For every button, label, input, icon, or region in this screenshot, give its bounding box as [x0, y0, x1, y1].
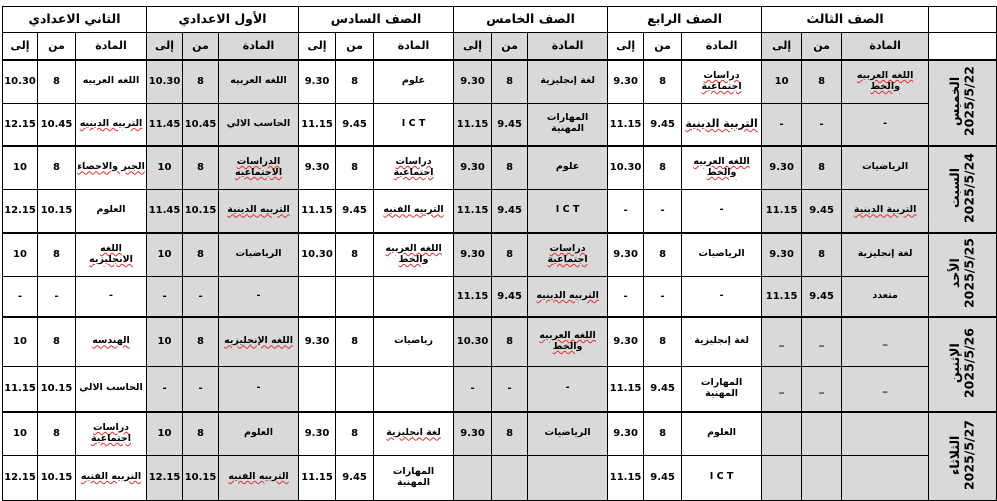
subject-cell: الرياضيات [528, 412, 608, 455]
start-time-cell: 8 [183, 317, 219, 366]
end-time-cell: 12.15 [3, 189, 38, 233]
end-time-cell: - [608, 189, 644, 233]
corner-cell [929, 7, 997, 33]
start-time-cell: 8 [336, 233, 374, 276]
day-date: 2025/5/24 [961, 152, 977, 223]
subject-cell [528, 455, 608, 500]
schedule-row [3, 412, 997, 455]
subject-cell: التربيه الفنيه [374, 189, 454, 233]
end-time-cell: 9.30 [454, 146, 492, 189]
schedule-row [3, 233, 997, 276]
start-time-cell: 8 [644, 317, 682, 366]
end-time-cell: 9.30 [762, 233, 802, 276]
start-time-cell: 9.45 [492, 276, 528, 317]
end-time-cell: 11.15 [299, 103, 336, 146]
from-column-header: من [644, 33, 682, 61]
end-time-cell: 9.30 [608, 233, 644, 276]
subject-cell: التربيه الدينية [219, 189, 299, 233]
grade-header: الصف الرابع [608, 7, 762, 33]
end-time-cell [299, 276, 336, 317]
start-time-cell: 8 [644, 233, 682, 276]
end-time-cell: 11.15 [762, 189, 802, 233]
end-time-cell: 9.30 [608, 412, 644, 455]
start-time-cell [336, 276, 374, 317]
subject-cell: اللغه العربيه والخط [682, 146, 762, 189]
end-time-cell: 11.15 [299, 455, 336, 500]
end-time-cell [762, 455, 802, 500]
day-date-label [948, 328, 977, 398]
end-time-cell: - [3, 276, 38, 317]
end-time-cell: 10.30 [608, 146, 644, 189]
schedule-row [3, 146, 997, 189]
start-time-cell: _ [802, 317, 842, 366]
subject-cell: لغة انجليزية [374, 412, 454, 455]
schedule-row [3, 455, 997, 500]
subject-column-header: المادة [76, 33, 147, 61]
start-time-cell: 8 [183, 146, 219, 189]
subject-cell: المهارات المهنية [682, 366, 762, 412]
day-date-label [948, 238, 977, 308]
end-time-cell: 10.30 [299, 233, 336, 276]
start-time-cell: 8 [38, 233, 76, 276]
start-time-cell [492, 455, 528, 500]
start-time-cell: 8 [644, 412, 682, 455]
corner-cell [929, 33, 997, 61]
end-time-cell: 10 [147, 412, 183, 455]
schedule-row [3, 366, 997, 412]
subject-cell: - [682, 276, 762, 317]
subject-cell: - [842, 103, 929, 146]
day-date-cell [929, 317, 997, 412]
start-time-cell: 8 [183, 233, 219, 276]
subject-cell: العلوم [219, 412, 299, 455]
to-column-header: إلى [299, 33, 336, 61]
end-time-cell: 11.15 [608, 455, 644, 500]
day-name: السبت [947, 167, 963, 208]
subject-cell: الرياضيات [682, 233, 762, 276]
start-time-cell: 8 [492, 60, 528, 103]
start-time-cell: - [183, 276, 219, 317]
subject-cell: الهندسه [76, 317, 147, 366]
start-time-cell [336, 366, 374, 412]
subject-cell: الدراسات الاجتماعيه [219, 146, 299, 189]
subject-column-header: المادة [219, 33, 299, 61]
end-time-cell: 9.30 [299, 317, 336, 366]
subject-cell: التربية الدينية [682, 103, 762, 146]
start-time-cell: 8 [38, 317, 76, 366]
start-time-cell: 10.15 [38, 366, 76, 412]
to-column-header: إلى [147, 33, 183, 61]
start-time-cell: - [492, 366, 528, 412]
start-time-cell: 8 [644, 60, 682, 103]
end-time-cell: 11.15 [762, 276, 802, 317]
schedule-row [3, 317, 997, 366]
day-date-cell [929, 60, 997, 146]
end-time-cell: - [762, 103, 802, 146]
subject-cell: اللغه العربيه والخط [374, 233, 454, 276]
end-time-cell: 10 [3, 233, 38, 276]
subject-cell: المهارات المهنية [528, 103, 608, 146]
day-name: الإثنين [947, 342, 963, 383]
exam-schedule [2, 6, 997, 501]
start-time-cell: 8 [183, 412, 219, 455]
start-time-cell: - [644, 276, 682, 317]
from-column-header: من [38, 33, 76, 61]
subject-column-header: المادة [374, 33, 454, 61]
end-time-cell [299, 366, 336, 412]
end-time-cell: 10 [147, 317, 183, 366]
start-time-cell: 9.45 [336, 455, 374, 500]
start-time-cell: 10.45 [38, 103, 76, 146]
subject-cell: اللغه العربيه والخط [842, 60, 929, 103]
end-time-cell: 12.15 [3, 455, 38, 500]
subject-cell: العلوم [682, 412, 762, 455]
day-date-cell [929, 233, 997, 317]
start-time-cell: 9.45 [336, 189, 374, 233]
subject-cell: علوم [374, 60, 454, 103]
start-time-cell: 9.45 [336, 103, 374, 146]
subject-cell [842, 455, 929, 500]
day-date-label [948, 153, 977, 223]
end-time-cell: 9.30 [299, 146, 336, 189]
day-date-label [948, 420, 977, 490]
subject-cell [842, 412, 929, 455]
subject-cell: اللغه العربيه [76, 60, 147, 103]
end-time-cell: 10 [3, 146, 38, 189]
subject-cell: التربيه الفنيه [219, 455, 299, 500]
day-date-cell [929, 412, 997, 500]
subject-cell [374, 366, 454, 412]
end-time-cell [454, 455, 492, 500]
start-time-cell [802, 455, 842, 500]
start-time-cell: 8 [336, 317, 374, 366]
to-column-header: إلى [608, 33, 644, 61]
end-time-cell: 10 [3, 412, 38, 455]
start-time-cell: 10.15 [38, 455, 76, 500]
subject-cell: لغة إنجليزية [842, 233, 929, 276]
day-name: الخميس [947, 76, 963, 126]
end-time-cell: 9.30 [608, 60, 644, 103]
end-time-cell: 11.15 [3, 366, 38, 412]
start-time-cell: 10.15 [183, 189, 219, 233]
grade-header: الثاني الاعدادي [3, 7, 147, 33]
subject-cell: اللغه الإنجليزيه [219, 317, 299, 366]
end-time-cell: 10 [147, 233, 183, 276]
day-name: الأحد [947, 258, 963, 289]
subject-cell: دراسات اجتماعية [682, 60, 762, 103]
start-time-cell: 8 [492, 233, 528, 276]
end-time-cell: 11.15 [299, 189, 336, 233]
end-time-cell [762, 412, 802, 455]
subject-column-header: المادة [528, 33, 608, 61]
subject-cell: الحاسب الالي [219, 103, 299, 146]
start-time-cell: 8 [336, 412, 374, 455]
from-column-header: من [802, 33, 842, 61]
subject-cell: I C T [374, 103, 454, 146]
start-time-cell: 10.15 [183, 455, 219, 500]
subject-cell: الرياضيات [842, 146, 929, 189]
end-time-cell: 11.15 [608, 366, 644, 412]
day-date: 2025/5/26 [961, 327, 977, 398]
start-time-cell: - [183, 366, 219, 412]
subject-cell [374, 276, 454, 317]
start-time-cell: 9.45 [644, 366, 682, 412]
start-time-cell: 8 [802, 60, 842, 103]
day-name: الثلاثاء [947, 434, 963, 475]
subject-cell: التربيه الدينيه [76, 103, 147, 146]
start-time-cell: 8 [38, 146, 76, 189]
end-time-cell: 9.30 [454, 412, 492, 455]
start-time-cell: 8 [183, 60, 219, 103]
subject-cell: الجبر والاحصاء [76, 146, 147, 189]
subject-cell: I C T [528, 189, 608, 233]
subject-cell: العلوم [76, 189, 147, 233]
start-time-cell: 9.45 [802, 189, 842, 233]
end-time-cell: 11.45 [147, 189, 183, 233]
start-time-cell: 8 [492, 146, 528, 189]
subject-cell: التربية الدينية [842, 189, 929, 233]
end-time-cell: 9.30 [454, 60, 492, 103]
end-time-cell: 12.15 [3, 103, 38, 146]
schedule-row [3, 103, 997, 146]
start-time-cell: 8 [492, 317, 528, 366]
start-time-cell: 9.45 [644, 455, 682, 500]
subject-cell: المهارات المهنية [374, 455, 454, 500]
end-time-cell: 9.30 [762, 146, 802, 189]
end-time-cell: 11.15 [454, 276, 492, 317]
end-time-cell: 10 [3, 317, 38, 366]
subject-cell: - [682, 189, 762, 233]
start-time-cell: 9.45 [492, 103, 528, 146]
subject-cell: دراسات اجتماعية [528, 233, 608, 276]
start-time-cell: 8 [492, 412, 528, 455]
from-column-header: من [336, 33, 374, 61]
subject-cell: الرياضيات [219, 233, 299, 276]
subject-cell: اللغه الانجليزيه [76, 233, 147, 276]
start-time-cell: 10.45 [183, 103, 219, 146]
subject-column-header: المادة [682, 33, 762, 61]
start-time-cell: - [644, 189, 682, 233]
end-time-cell: 9.30 [454, 233, 492, 276]
schedule-row [3, 276, 997, 317]
subject-cell: - [76, 276, 147, 317]
end-time-cell: - [147, 366, 183, 412]
end-time-cell: 10.30 [147, 60, 183, 103]
start-time-cell: 9.45 [644, 103, 682, 146]
start-time-cell: 8 [38, 412, 76, 455]
start-time-cell: 10.15 [38, 189, 76, 233]
start-time-cell: - [802, 103, 842, 146]
end-time-cell: 10 [762, 60, 802, 103]
schedule-row [3, 189, 997, 233]
grade-header: الصف الخامس [454, 7, 608, 33]
end-time-cell: 12.15 [147, 455, 183, 500]
start-time-cell: 8 [802, 146, 842, 189]
day-date-cell [929, 146, 997, 233]
end-time-cell: - [608, 276, 644, 317]
end-time-cell: 11.15 [454, 189, 492, 233]
subject-cell: الحاسب الالي [76, 366, 147, 412]
subject-cell: _ [842, 366, 929, 412]
grade-header: الصف السادس [299, 7, 454, 33]
end-time-cell: 9.30 [608, 317, 644, 366]
end-time-cell: 11.15 [454, 103, 492, 146]
subject-cell: التربيه الدينيه [528, 276, 608, 317]
day-date: 2025/5/27 [961, 419, 977, 490]
from-column-header: من [183, 33, 219, 61]
end-time-cell: 10 [147, 146, 183, 189]
end-time-cell: 9.30 [299, 60, 336, 103]
end-time-cell: 10.30 [454, 317, 492, 366]
start-time-cell: 8 [644, 146, 682, 189]
start-time-cell: 9.45 [802, 276, 842, 317]
subject-cell: _ [842, 317, 929, 366]
exam-schedule-table [2, 6, 997, 501]
end-time-cell: 10.30 [3, 60, 38, 103]
day-date: 2025/5/22 [961, 66, 977, 137]
end-time-cell: 11.45 [147, 103, 183, 146]
subject-cell: - [219, 366, 299, 412]
to-column-header: إلى [762, 33, 802, 61]
start-time-cell: 8 [38, 60, 76, 103]
subject-cell: اللغه العربيه والخط [528, 317, 608, 366]
end-time-cell: _ [762, 317, 802, 366]
to-column-header: إلى [3, 33, 38, 61]
day-date-label [948, 66, 977, 136]
start-time-cell: 8 [336, 146, 374, 189]
start-time-cell: 8 [336, 60, 374, 103]
start-time-cell: 8 [802, 233, 842, 276]
start-time-cell: - [38, 276, 76, 317]
subject-cell: رياضيات [374, 317, 454, 366]
start-time-cell: _ [802, 366, 842, 412]
subject-cell: دراسات اجتماعية [374, 146, 454, 189]
end-time-cell: _ [762, 366, 802, 412]
subject-cell: التربيه الفنيه [76, 455, 147, 500]
subject-cell: - [219, 276, 299, 317]
subject-cell: اللغه العربيه [219, 60, 299, 103]
subject-cell: لغة إنجليزية [682, 317, 762, 366]
schedule-row [3, 60, 997, 103]
subject-cell: دراسات اجتماعية [76, 412, 147, 455]
day-date: 2025/5/25 [961, 238, 977, 309]
end-time-cell: 11.15 [608, 103, 644, 146]
grade-header: الصف الثالث [762, 7, 929, 33]
from-column-header: من [492, 33, 528, 61]
end-time-cell: - [147, 276, 183, 317]
grade-header: الأول الاعدادي [147, 7, 299, 33]
subject-cell: I C T [682, 455, 762, 500]
subject-cell: لغة إنجليزية [528, 60, 608, 103]
subject-cell: علوم [528, 146, 608, 189]
end-time-cell: - [454, 366, 492, 412]
end-time-cell: 9.30 [299, 412, 336, 455]
subject-cell: - [528, 366, 608, 412]
to-column-header: إلى [454, 33, 492, 61]
start-time-cell [802, 412, 842, 455]
start-time-cell: 9.45 [492, 189, 528, 233]
subject-cell: متعدد [842, 276, 929, 317]
subject-column-header: المادة [842, 33, 929, 61]
